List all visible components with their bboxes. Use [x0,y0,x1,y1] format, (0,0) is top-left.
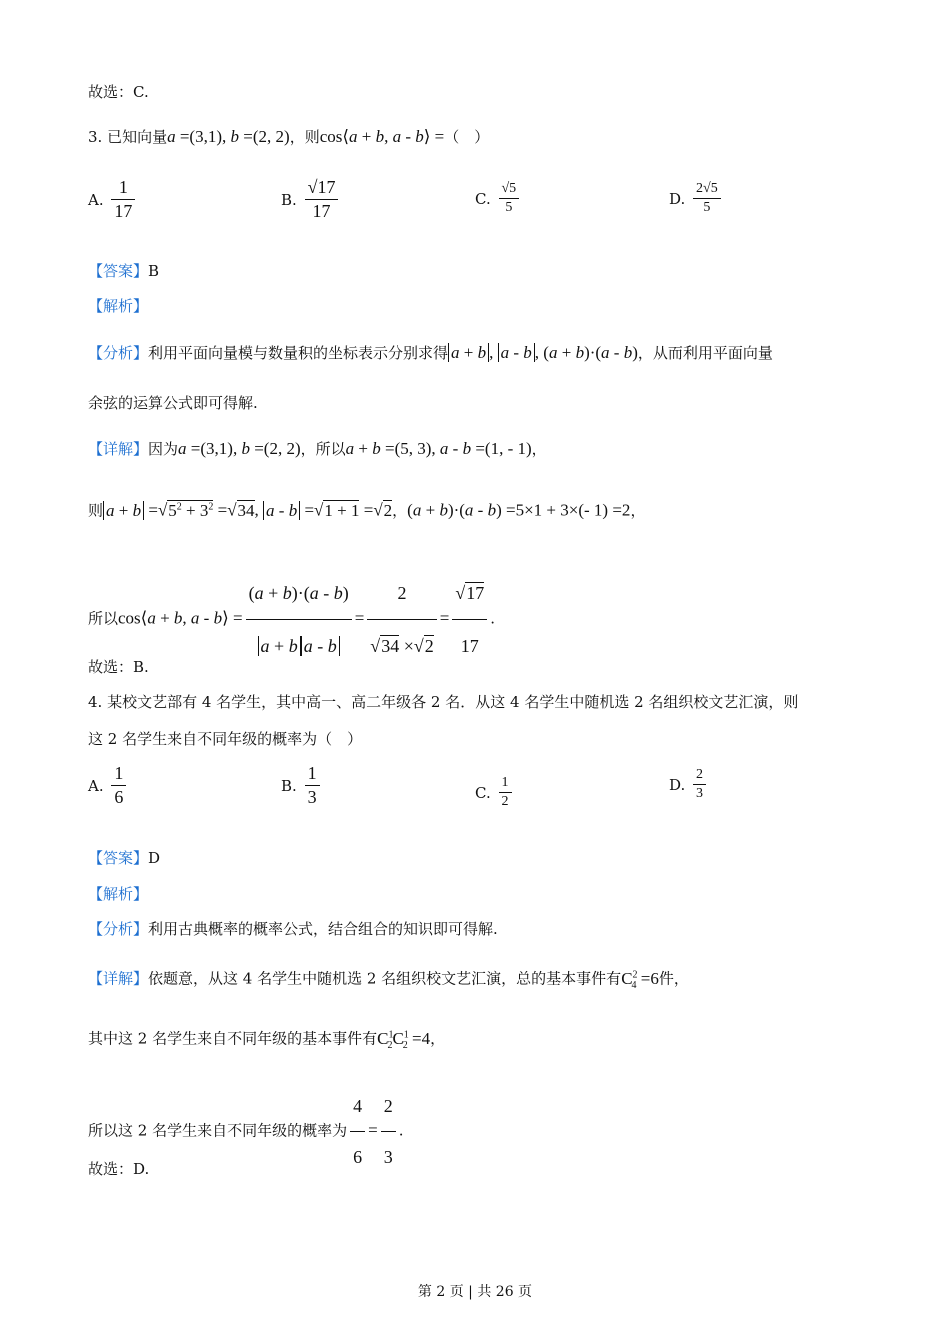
q4-stem-line-1: 4. 某校文艺部有 4 名学生，其中高一、高二年级各 2 名．从这 4 名学生中随机选 2 名组织校文艺汇演，则 [88,693,799,711]
q3-option-b: B. $\frac{√17}{17}$ [281,177,341,222]
q3-answer-line [88,260,159,282]
q4-option-c: C. $\frac{1}{2}$ [475,775,515,810]
q4-detail-line-3: 所以这 2 名学生来自不同年级的概率为 $\frac{4}{6}$ = $\frac{2}{3}$ . [88,1082,403,1181]
q3-detail-line-2: 则 $a + b =√5^2 + 3^2 =√34$, a - b =√1 + 1 =√2，(a + b)·(a - b) =5×1 + 3×(- 1) =2， [88,500,646,520]
q4-fenxi-line: 【分析】利用古典概率的概率公式，结合组合的知识即可得解. [88,920,498,938]
q3-prefix: 3. 已知向量 [88,128,168,146]
q3-stem: 3. 已知向量a =(3,1), b =(2, 2)，则cos⟨a + b, a - b⟩ =（ ） [88,127,490,146]
q3-detail-line-1: 【详解】因为a =(3,1), b =(2, 2)，所以a + b =(5, 3), a - b =(1, - 1)， [88,439,547,458]
q4-option-b: B. $\frac{1}{3}$ [281,763,323,808]
q3-answer: B [148,262,160,280]
q4-answer: D [148,849,161,867]
q3-fenxi-formula: a + b , a - b , (a + b)·(a - b) [448,343,638,362]
answer-tag: 【答案】 [88,262,149,280]
q4-option-a: A. $\frac{1}{6}$ [88,763,129,808]
page-footer: 第 2 页 | 共 26 页 [417,1284,533,1300]
q3-blank: （ ） [444,128,490,146]
q3-fenxi-line: 【分析】利用平面向量模与数量积的坐标表示分别求得 a + b , a - b , (a + b)·(a - b)，从而利用平面向量 [88,343,773,362]
q3-option-d: D. $\frac{2√5}{5}$ [669,181,724,216]
q3-comma: ，则 [289,128,320,146]
q3-analysis-tag: 【解析】 [88,297,149,315]
q4-analysis-tag: 【解析】 [88,885,149,903]
q3-fenxi-line-2: 余弦的运算公式即可得解. [88,394,258,412]
q3-detail-line-3: 所以cos⟨a + b, a - b⟩ = $\frac{(a + b)\cdot(a - b)}{\text{a + b a - b}}$ = $\frac{2}{√34 \times√2}$ = $\frac{√17}{17}$ . [88,568,495,671]
q3-vectors-formula: a [167,127,176,146]
q4-choose-text: 故选：D. [88,1160,150,1178]
q4-detail-line-1: 【详解】依题意，从这 4 名学生中随机选 2 名组织校文艺汇演，总的基本事件有$C^2_4 =6$件， [88,968,689,992]
q4-option-d: D. $\frac{2}{3}$ [669,767,709,802]
prev-choose-text: 故选：C. [88,83,149,101]
q4-detail-line-2: 其中这 2 名学生来自不同年级的基本事件有$C^1_2C^1_2 =4$， [88,1028,446,1052]
q3-option-c: C. $\frac{√5}{5}$ [475,181,522,216]
q3-option-a: A. $\frac{1}{17}$ [88,177,138,222]
q4-answer-line: 【答案】D [88,849,161,867]
q4-stem-line-2: 这 2 名学生来自不同年级的概率为（ ） [88,730,363,748]
q3-cos-formula: cos⟨a + b, a - b⟩ = [319,127,445,146]
q3-choose-text: 故选：B. [88,658,149,676]
